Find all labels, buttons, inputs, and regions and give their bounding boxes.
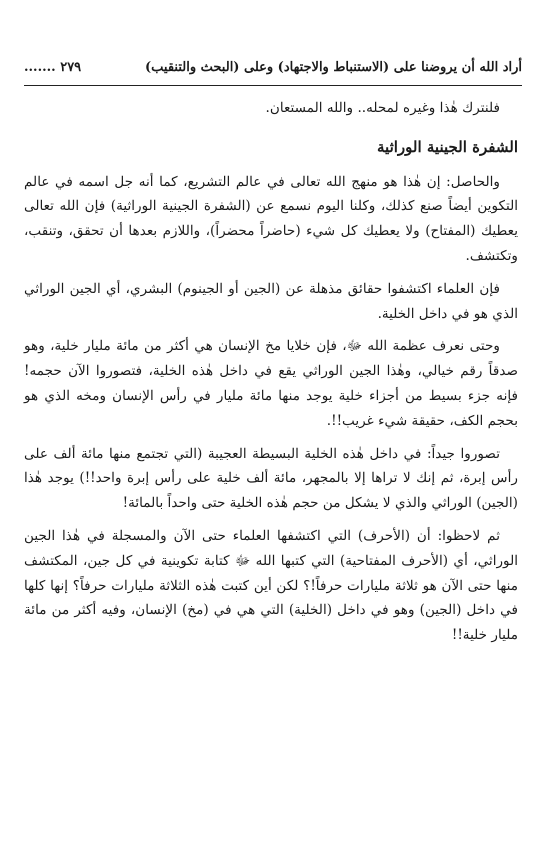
page-body — [24, 96, 518, 656]
section-title: الشفرة الجينية الوراثية — [377, 137, 518, 156]
page-number: ....... ٢٧٩ — [24, 60, 82, 75]
header-rule — [24, 85, 522, 86]
paragraph-1: والحاصل: إن هٰذا هو منهج الله تعالى في عالم التشريع، كما أنه جل اسمه في عالم التكوين أيضاً صنع كذلك، وكلنا اليوم نسمع عن (الشفرة الجينية الوراثية) فإن الله تعالى يعطيك (المفتاح) ولا يعطيك كل شيء (حاضراً محضراً)، واللازم بعدها أن تحقق، وتنقب، وتكتشف. — [24, 173, 518, 264]
paragraph-5: ثم لاحظوا: أن (الأحرف) التي اكتشفها العلماء حتى الآن والمسجلة في هٰذا الجين الوراثي، أي (الأحرف المفتاحية) التي كتبها الله ﷻ كتابة تكوينية في كل جين، المكتشف منها حتى الآن هو ثلاثة مليارات حرفاً!؟ لكن أين كتبت هٰذه الثلاثة مليارات حرفاً؟ إنها كلها في داخل (الجين) وهو في داخل (الخلية) التي هي في (مخ) الإنسان، وفيه أكثر من مائة مليار خلية!! — [24, 527, 518, 644]
running-head — [24, 60, 522, 82]
running-head-title: أراد الله أن يروضنا على (الاستنباط والاجتهاد) وعلى (البحث والتنقيب) — [145, 60, 522, 75]
paragraph-2: فإن العلماء اكتشفوا حقائق مذهلة عن (الجين أو الجينوم) البشري، أي الجين الوراثي الذي هو في داخل الخلية. — [24, 280, 518, 322]
paragraph-3: وحتى نعرف عظمة الله ﷻ، فإن خلايا مخ الإنسان هي أكثر من مائة مليار خلية، وهو صدقاً رقم خيالي، وهٰذا الجين الوراثي يقع في داخل هٰذه الخلية، فتصوروا الآن حجمه! فإنه جزء بسيط من أجزاء خلية يوجد منها مائة مليار في رأس الإنسان ومخه الذي هو بحجم الكف، حقيقة شيء غريب!!. — [24, 338, 518, 429]
opening-paragraph: فلنترك هٰذا وغيره لمحله.. والله المستعان. — [265, 100, 500, 116]
paragraph-4: تصوروا جيداً: في داخل هٰذه الخلية البسيطة العجيبة (التي تجتمع منها مائة ألف على رأس إبرة، ثم إنك لا تراها إلا بالمجهر، مائة ألف خلية على رأس إبرة واحد!!) يوجد هٰذا (الجين) الوراثي والذي لا يشكل من حجم هٰذه الخلية حتى واحداً بالمائة! — [24, 445, 518, 512]
